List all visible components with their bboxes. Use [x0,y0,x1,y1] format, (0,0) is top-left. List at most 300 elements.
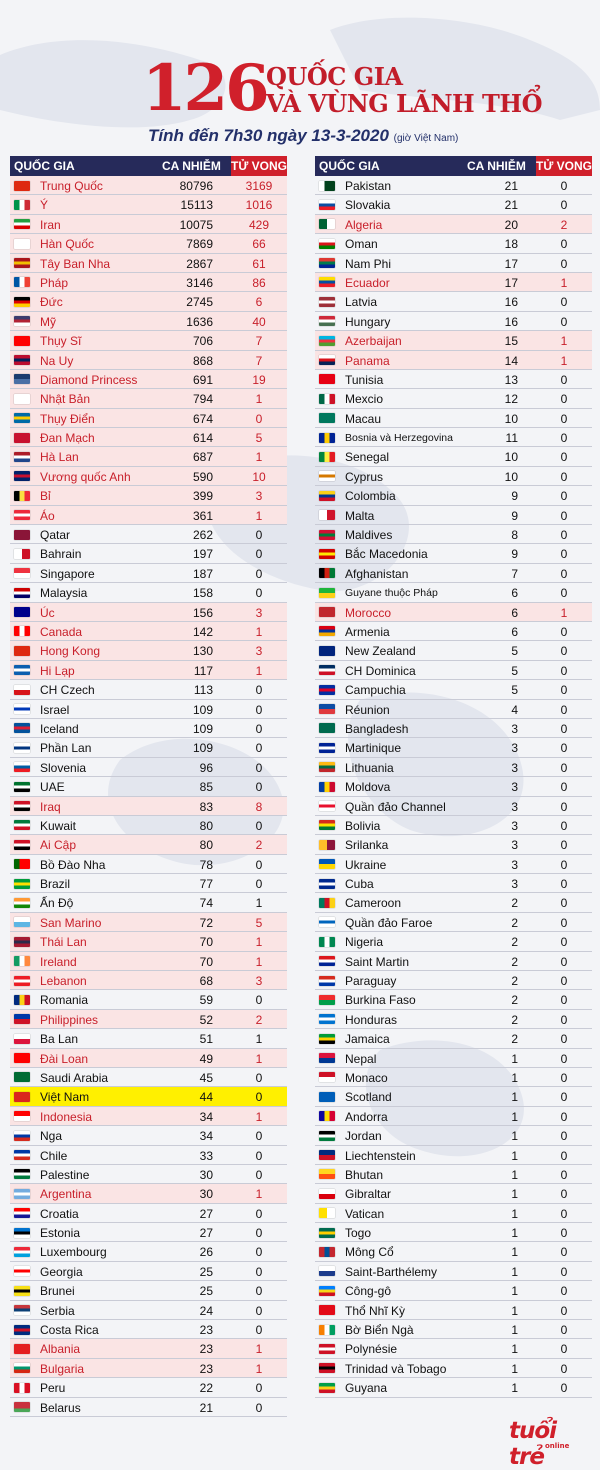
cases-value: 156 [192,605,213,620]
country-name: Maldives [345,528,393,543]
country-name: Palestine [40,1167,90,1182]
table-row [10,719,287,738]
table-row [315,1359,592,1378]
country-name: Bangladesh [345,721,409,736]
deaths-value: 7 [255,334,263,349]
table-row [10,583,287,602]
deaths-value: 0 [560,954,568,969]
cases-value: 27 [199,1226,213,1241]
country-name: Vương quốc Anh [40,469,131,484]
cases-value: 80 [199,818,213,833]
flag-icon [319,743,335,753]
table-row [10,1339,287,1358]
flag-icon [319,452,335,462]
cases-value: 113 [193,683,213,698]
cases-value: 2 [511,993,518,1008]
cases-value: 109 [192,721,213,736]
cases-value: 17 [504,275,518,290]
country-name: Singapore [40,566,95,581]
country-name: Cuba [345,877,374,892]
country-name: Srilanka [345,838,389,853]
cases-value: 1 [511,1245,518,1260]
country-name: Ukraine [345,857,387,872]
country-name: Áo [40,508,55,523]
flag-icon [319,723,335,733]
flag-icon [319,1111,335,1121]
flag-icon [319,820,335,830]
deaths-value: 0 [560,1129,568,1144]
country-name: Bolivia [345,818,381,833]
deaths-value: 0 [560,198,568,213]
cases-value: 130 [192,644,213,659]
cases-value: 18 [504,237,518,252]
flag-icon [319,879,335,889]
country-name: CH Czech [40,683,95,698]
table-row [315,1049,592,1068]
table-row [315,952,592,971]
cases-value: 4 [511,702,518,717]
deaths-value: 0 [560,1323,568,1338]
table-row [315,1087,592,1106]
table-row [315,254,592,273]
country-name: Croatia [40,1206,79,1221]
flag-icon [14,413,30,423]
deaths-value: 10 [252,469,266,484]
cases-value: 9 [511,489,518,504]
deaths-value: 0 [255,586,263,601]
flag-icon [14,1344,30,1354]
deaths-value: 0 [560,489,568,504]
subtitle-date: Tính đến 7h30 ngày 13-3-2020 [148,126,389,145]
table-row [315,990,592,1009]
cases-value: 142 [192,624,213,639]
flag-icon [14,394,30,404]
deaths-value: 1 [560,334,568,349]
table-row [315,428,592,447]
country-name: Bosnia và Herzegovina [345,432,453,445]
country-name: Brunei [40,1284,75,1299]
table-row [315,1320,592,1339]
deaths-value: 0 [560,1167,568,1182]
table-row [315,564,592,583]
cases-value: 23 [199,1342,213,1357]
cases-value: 3 [511,818,518,833]
country-name: Peru [40,1381,66,1396]
cases-value: 34 [199,1109,213,1124]
deaths-value: 0 [560,624,568,639]
flag-icon [14,181,30,191]
cases-value: 158 [192,586,213,601]
deaths-value: 0 [560,528,568,543]
flag-icon [14,491,30,501]
cases-value: 706 [192,334,213,349]
deaths-value: 5 [255,431,263,446]
cases-value: 1 [511,1264,518,1279]
header-deaths: TỬ VONG [231,156,287,176]
deaths-value: 3 [255,644,263,659]
deaths-value: 0 [255,1129,263,1144]
table-row [315,1262,592,1281]
cases-value: 16 [504,314,518,329]
deaths-value: 1 [255,1109,263,1124]
flag-icon [319,1344,335,1354]
deaths-value: 0 [560,741,568,756]
table-row [10,1029,287,1048]
country-name: Malaysia [40,586,88,601]
country-name: Bồ Đào Nha [40,857,106,872]
deaths-value: 3 [255,489,263,504]
country-name: Gibraltar [345,1187,392,1202]
flag-icon [14,937,30,947]
deaths-value: 0 [255,1090,263,1105]
table-row [315,758,592,777]
flag-icon [319,355,335,365]
country-name: Cameroon [345,896,402,911]
cases-value: 72 [199,915,213,930]
flag-icon [14,549,30,559]
flag-icon [319,1131,335,1141]
cases-value: 10 [504,450,518,465]
flag-icon [319,336,335,346]
deaths-value: 2 [255,1012,263,1027]
deaths-value: 0 [560,1226,568,1241]
flag-icon [14,1247,30,1257]
cases-value: 2 [511,1032,518,1047]
table-row [315,525,592,544]
country-name: Qatar [40,528,71,543]
country-name: CH Dominica [345,663,416,678]
flag-icon [14,704,30,714]
flag-icon [14,665,30,675]
table-row [10,952,287,971]
headline [266,63,542,117]
country-name: Quần đảo Channel [345,799,446,814]
deaths-value: 0 [560,760,568,775]
flag-icon [319,898,335,908]
flag-icon [14,1228,30,1238]
deaths-value: 2 [560,217,568,232]
table-row [10,1223,287,1242]
country-name: Na Uy [40,353,74,368]
deaths-value: 0 [560,1245,568,1260]
cases-value: 3146 [186,275,213,290]
table-row [315,312,592,331]
table-row [10,331,287,350]
cases-value: 2745 [186,295,213,310]
flag-icon [14,801,30,811]
deaths-value: 66 [252,237,266,252]
cases-value: 1 [511,1381,518,1396]
cases-value: 30 [199,1167,213,1182]
cases-value: 70 [199,935,213,950]
deaths-value: 0 [255,721,263,736]
table-row [315,893,592,912]
flag-icon [319,665,335,675]
flag-icon [319,200,335,210]
country-name: Úc [40,605,55,620]
cases-value: 1636 [186,314,213,329]
flag-icon [319,1286,335,1296]
country-name: Hong Kong [40,644,101,659]
table-row [10,447,287,466]
table-row [10,622,287,641]
cases-value: 2 [511,974,518,989]
flag-icon [319,646,335,656]
table-row [10,932,287,951]
deaths-value: 1 [255,450,263,465]
deaths-value: 0 [255,1206,263,1221]
table-row [10,389,287,408]
country-name: Lithuania [345,760,394,775]
deaths-value: 0 [560,1303,568,1318]
table-row [315,1107,592,1126]
cases-value: 3 [511,760,518,775]
country-name: Nam Phi [345,256,392,271]
deaths-value: 0 [255,1070,263,1085]
table-row [10,254,287,273]
flag-icon [14,607,30,617]
table-row [315,816,592,835]
deaths-value: 0 [255,1167,263,1182]
headline-line-2: VÀ VÙNG LÃNH THỔ [266,89,542,118]
flag-icon [319,219,335,229]
table-row [315,467,592,486]
cases-value: 80 [199,838,213,853]
flag-icon [14,840,30,850]
table-row [10,1126,287,1145]
deaths-value: 0 [560,838,568,853]
table-row [10,1184,287,1203]
flag-icon [14,859,30,869]
table-row [315,1165,592,1184]
cases-value: 13 [504,372,518,387]
cases-value: 109 [192,741,213,756]
flag-icon [319,995,335,1005]
table-row [10,428,287,447]
country-name: Hàn Quốc [40,237,95,252]
deaths-value: 3 [255,605,263,620]
cases-value: 21 [504,179,518,193]
cases-value: 1 [511,1070,518,1085]
cases-value: 68 [199,974,213,989]
country-name: Réunion [345,702,390,717]
flag-icon [319,704,335,714]
country-name: Canada [40,624,83,639]
deaths-value: 0 [560,780,568,795]
flag-icon [14,685,30,695]
deaths-value: 0 [560,1206,568,1221]
cases-value: 80796 [179,179,213,193]
deaths-value: 0 [255,1323,263,1338]
deaths-value: 0 [560,799,568,814]
cases-value: 5 [511,683,518,698]
deaths-value: 86 [252,275,266,290]
deaths-value: 1 [255,1342,263,1357]
header-country: QUỐC GIA [319,159,380,173]
cases-value: 1 [511,1361,518,1376]
flag-icon [14,1325,30,1335]
table-row [10,1146,287,1165]
flag-icon [319,937,335,947]
headline-line-1: QUỐC GIA [266,62,403,91]
deaths-value: 1 [255,935,263,950]
table-row [10,855,287,874]
deaths-value: 1 [255,1051,263,1066]
cases-value: 2 [511,935,518,950]
country-name: Albania [40,1342,81,1357]
country-name: Paraguay [345,974,397,989]
country-name: Thổ Nhĩ Kỳ [345,1303,406,1318]
cases-value: 25 [199,1264,213,1279]
country-name: Mông Cổ [345,1245,394,1260]
flag-icon [319,1266,335,1276]
flag-icon [319,782,335,792]
country-name: Nepal [345,1051,377,1066]
deaths-value: 0 [255,1226,263,1241]
cases-value: 7 [511,566,518,581]
country-name: Afghanistan [345,566,409,581]
flag-icon [319,1383,335,1393]
deaths-value: 0 [255,1303,263,1318]
country-count: 126 [142,51,267,126]
country-name: Malta [345,508,375,523]
country-name: Thụy Điển [40,411,95,426]
deaths-value: 0 [560,431,568,446]
flag-icon [319,297,335,307]
cases-value: 6 [511,586,518,601]
flag-icon [319,801,335,811]
table-row [315,680,592,699]
flag-icon [14,297,30,307]
cases-value: 262 [192,528,213,543]
deaths-value: 0 [560,1361,568,1376]
table-row [10,874,287,893]
flag-icon [319,491,335,501]
flag-icon [14,1053,30,1063]
table-row [315,447,592,466]
deaths-value: 0 [560,993,568,1008]
flag-icon [319,1208,335,1218]
flag-icon [14,1305,30,1315]
country-name: Mỹ [40,314,56,329]
flag-icon [14,956,30,966]
table-row [10,234,287,253]
cases-value: 14 [504,353,518,368]
deaths-value: 0 [560,256,568,271]
deaths-value: 1 [255,954,263,969]
country-name: Tunisia [345,372,384,387]
cases-value: 15 [504,334,518,349]
flag-icon [319,316,335,326]
country-name: Ấn Độ [40,896,74,911]
cases-value: 5 [511,663,518,678]
flag-icon [319,1305,335,1315]
country-name: Thụy Sĩ [40,334,82,349]
cases-value: 868 [192,353,213,368]
country-name: Trinidad và Tobago [345,1361,447,1376]
deaths-value: 0 [255,857,263,872]
country-name: Bắc Macedonia [345,547,428,562]
cases-value: 1 [511,1284,518,1299]
country-name: Armenia [345,624,390,639]
flag-icon [14,1189,30,1199]
table-row [10,913,287,932]
flag-icon [319,859,335,869]
deaths-value: 0 [560,1109,568,1124]
country-name: Phần Lan [40,741,92,756]
country-name: Hi Lạp [40,663,75,678]
table-row [315,622,592,641]
cases-value: 96 [199,760,213,775]
flag-icon [14,743,30,753]
cases-value: 10 [504,469,518,484]
deaths-value: 0 [560,935,568,950]
deaths-value: 0 [560,586,568,601]
deaths-value: 0 [560,411,568,426]
cases-value: 78 [199,857,213,872]
table-row [10,525,287,544]
flag-icon [14,452,30,462]
country-name: Georgia [40,1264,83,1279]
table-row [10,758,287,777]
deaths-value: 1 [255,1187,263,1202]
deaths-value: 2 [255,838,263,853]
country-name: Ireland [40,954,77,969]
table-row [10,351,287,370]
country-name: Thái Lan [40,935,87,950]
flag-icon [319,568,335,578]
cases-value: 187 [192,566,213,581]
cases-value: 3 [511,838,518,853]
deaths-value: 0 [255,1400,263,1415]
country-name: Guyana [345,1381,388,1396]
country-name: Việt Nam [40,1090,90,1105]
country-name: Jamaica [345,1032,390,1047]
deaths-value: 1 [560,275,568,290]
table-row [315,176,592,195]
table-row [10,680,287,699]
country-name: Trung Quốc [40,179,103,193]
deaths-value: 0 [255,1245,263,1260]
deaths-value: 0 [560,683,568,698]
country-name: Serbia [40,1303,75,1318]
country-name: Mexcio [345,392,384,407]
flag-icon [319,1325,335,1335]
table-row [315,913,592,932]
country-name: Đức [40,295,63,310]
table-row [10,835,287,854]
country-name: Nga [40,1129,63,1144]
country-name: Brazil [40,877,71,892]
deaths-value: 0 [560,179,568,193]
country-name: Chile [40,1148,68,1163]
country-name: Ý [40,198,49,213]
country-name: San Marino [40,915,102,930]
deaths-value: 0 [560,1342,568,1357]
cases-value: 45 [199,1070,213,1085]
table-row [10,603,287,622]
flag-icon [319,1247,335,1257]
flag-icon [14,277,30,287]
country-name: Bahrain [40,547,82,562]
country-name: Senegal [345,450,390,465]
table-row [315,932,592,951]
country-name: Romania [40,993,89,1008]
table-row [315,1010,592,1029]
deaths-value: 3169 [245,179,273,193]
subtitle-timezone-note: (giờ Việt Nam) [393,133,459,144]
deaths-value: 0 [560,237,568,252]
